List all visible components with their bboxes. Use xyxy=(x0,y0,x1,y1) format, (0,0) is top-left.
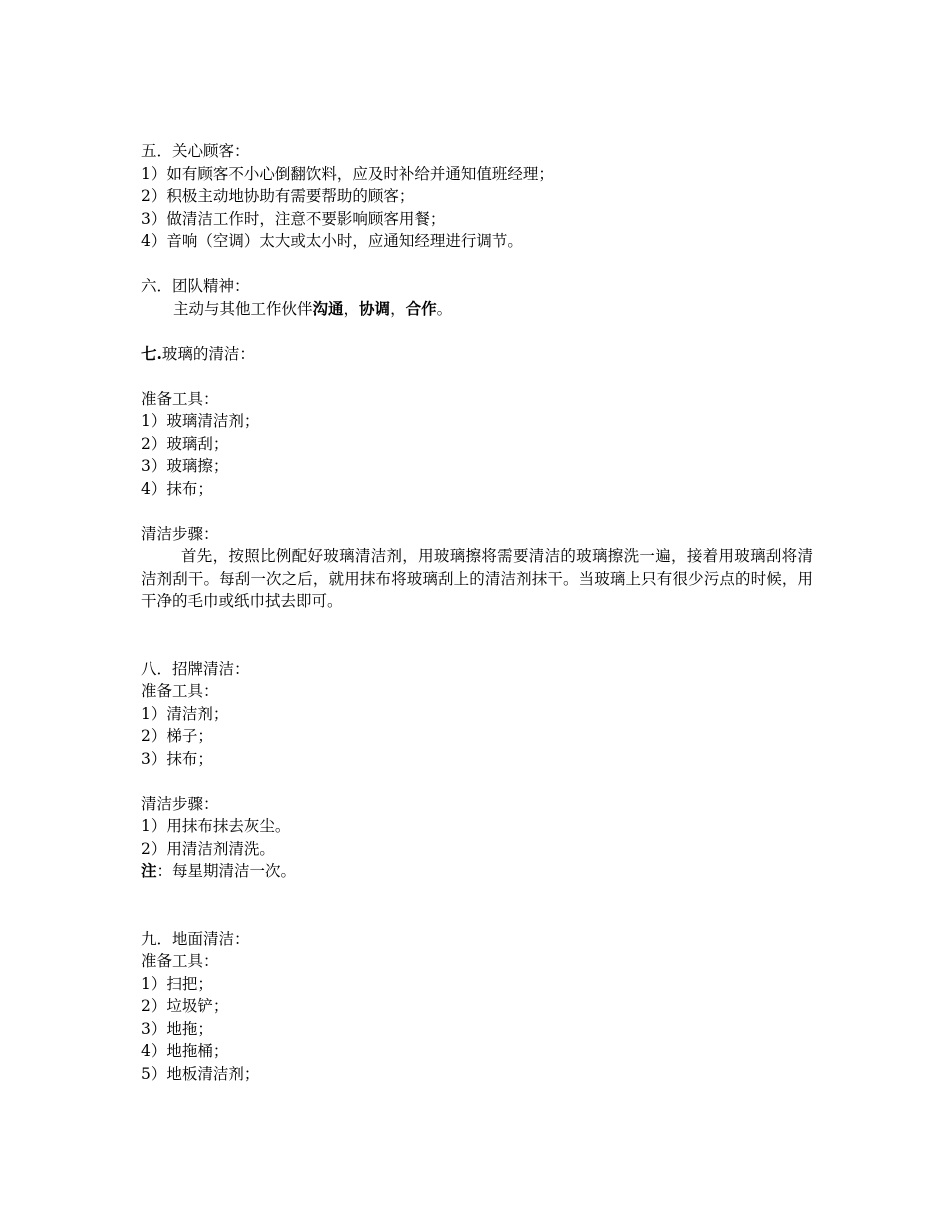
list-item: 1）清洁剂； xyxy=(141,704,229,723)
list-item: 2）玻璃刮； xyxy=(141,434,229,453)
spacer xyxy=(141,883,813,928)
list-item: 3）地拖； xyxy=(141,1019,213,1038)
list-item: 1）如有顾客不小心倒翻饮料，应及时补给并通知值班经理； xyxy=(141,164,554,183)
list-item: 3）做清洁工作时，注意不要影响顾客用餐； xyxy=(141,209,446,228)
document-page xyxy=(141,140,813,1085)
section-heading: 八．招牌清洁： xyxy=(141,659,250,678)
team-spirit-line xyxy=(141,298,813,321)
spacer xyxy=(141,365,813,388)
tools-label: 准备工具： xyxy=(141,682,219,700)
text-run: 。 xyxy=(436,299,453,318)
bold-word: 协调 xyxy=(359,298,391,318)
section-number: 七. xyxy=(141,343,162,363)
spacer xyxy=(141,320,813,343)
list-item: 2）梯子； xyxy=(141,727,213,745)
section-title: 玻璃的清洁： xyxy=(161,344,255,363)
section-heading xyxy=(141,343,813,366)
text-run: 主动与其他工作伙伴 xyxy=(173,299,313,318)
steps-label: 清洁步骤： xyxy=(141,794,219,813)
list-item: 5）地板清洁剂； xyxy=(141,1064,260,1083)
list-item: 2）垃圾铲； xyxy=(141,997,229,1015)
tools-label: 准备工具： xyxy=(141,389,219,408)
list-item: 1）扫把； xyxy=(141,974,213,993)
list-item: 2）用清洁剂清洗。 xyxy=(141,839,275,858)
list-item: 2）积极主动地协助有需要帮助的顾客； xyxy=(141,187,415,205)
text-run: ， xyxy=(390,299,406,318)
section-signboard-cleaning xyxy=(141,658,813,883)
section-care-customers xyxy=(141,140,813,253)
section-heading: 九．地面清洁： xyxy=(141,929,250,948)
spacer xyxy=(141,770,813,793)
steps-label: 清洁步骤： xyxy=(141,524,219,543)
note-text: ：每星期清洁一次。 xyxy=(156,862,297,880)
list-item: 4）地拖桶； xyxy=(141,1042,229,1060)
tools-label: 准备工具： xyxy=(141,952,219,970)
list-item: 4）抹布； xyxy=(141,479,213,498)
list-item: 3）玻璃擦； xyxy=(141,457,229,475)
list-item: 4）音响（空调）太大或太小时，应通知经理进行调节。 xyxy=(141,232,523,250)
list-item: 3）抹布； xyxy=(141,749,213,768)
text-run: ， xyxy=(343,299,360,318)
section-team-spirit xyxy=(141,275,813,320)
section-floor-cleaning xyxy=(141,928,813,1086)
list-item: 1）用抹布抹去灰尘。 xyxy=(141,817,291,835)
note-line xyxy=(141,860,813,883)
spacer xyxy=(141,500,813,523)
note-label: 注 xyxy=(141,861,157,880)
list-item: 1）玻璃清洁剂； xyxy=(141,412,260,430)
bold-word: 沟通 xyxy=(312,298,344,318)
spacer xyxy=(141,613,813,658)
section-heading: 五．关心顾客： xyxy=(141,142,250,160)
steps-paragraph: 首先，按照比例配好玻璃清洁剂，用玻璃擦将需要清洁的玻璃擦洗一遍，接着用玻璃刮将清洁剂刮干。每刮一次之后，就用抹布将玻璃刮上的清洁剂抹干。当玻璃上只有很少污点的时候，用干净的毛巾或纸巾拭去即可。 xyxy=(141,547,813,610)
section-heading: 六．团队精神： xyxy=(141,277,250,295)
bold-word: 合作 xyxy=(405,298,437,318)
section-glass-cleaning xyxy=(141,343,813,613)
spacer xyxy=(141,253,813,276)
